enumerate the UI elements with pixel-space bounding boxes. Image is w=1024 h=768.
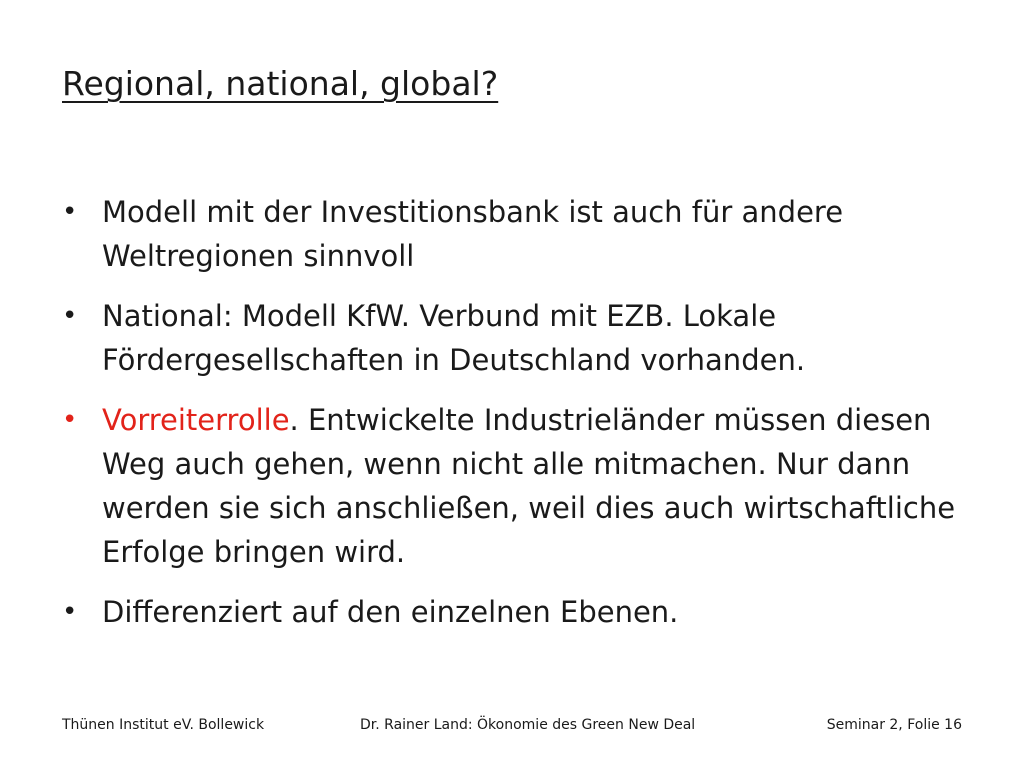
bullet-item	[62, 294, 982, 382]
bullet-highlight: Vorreiterrolle	[102, 403, 290, 437]
slide-title: Regional, national, global?	[62, 64, 499, 103]
bullet-dot-icon: •	[62, 405, 78, 435]
footer-slide-number: Seminar 2, Folie 16	[826, 717, 962, 733]
bullet-dot-icon: •	[62, 301, 78, 331]
bullet-dot-icon: •	[62, 597, 78, 627]
footer-author-title: Dr. Rainer Land: Ökonomie des Green New Deal	[360, 717, 696, 733]
bullet-dot-icon: •	[62, 197, 78, 227]
bullet-text: National: Modell KfW. Verbund mit EZB. Lokale Fördergesellschaften in Deutschland vorhanden.	[102, 299, 806, 377]
footer-institution: Thünen Institut eV. Bollewick	[62, 717, 265, 733]
bullet-item	[62, 590, 982, 634]
bullet-item	[62, 190, 982, 278]
bullet-text: Modell mit der Investitionsbank ist auch für andere Weltregionen sinnvoll	[102, 195, 844, 273]
bullet-text: . Entwickelte Industrieländer müssen diesen Weg auch gehen, wenn nicht alle mitmachen. Nur dann werden sie sich anschließen, weil dies auch wirtschaftliche Erfolge bringen wird.	[102, 403, 956, 569]
bullet-text: Differenziert auf den einzelnen Ebenen.	[102, 595, 679, 629]
bullet-item	[62, 398, 982, 574]
bullet-list	[62, 190, 982, 650]
